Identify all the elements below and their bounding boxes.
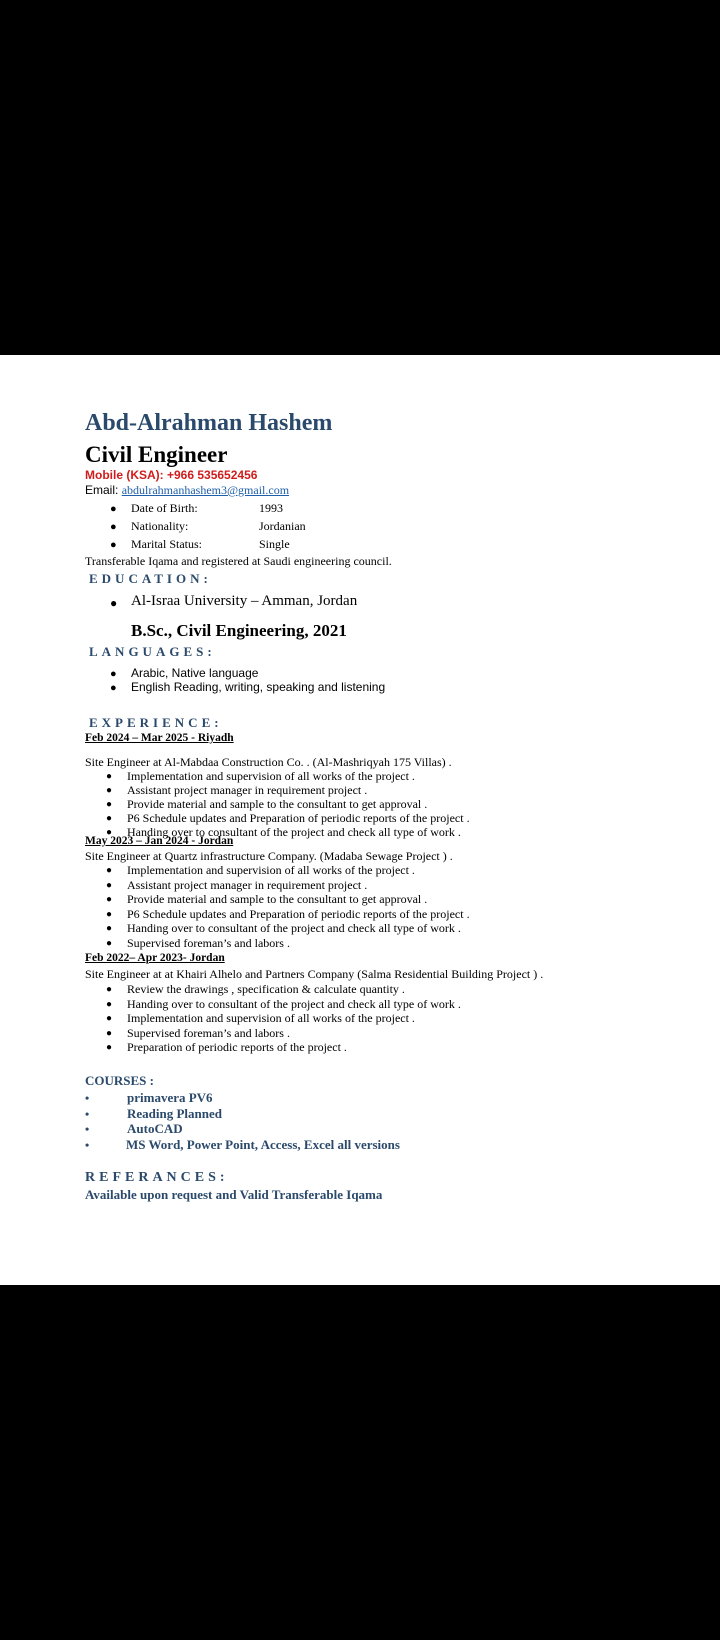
task-item: Implementation and supervision of all works of the project . [127, 769, 415, 783]
experience-heading: EXPERIENCE: [89, 715, 223, 730]
email-link[interactable]: abdulrahmanhashem3@gmail.com [121, 483, 290, 497]
education-heading: EDUCATION: [89, 571, 212, 586]
course-item: primavera PV6 [127, 1090, 213, 1105]
bullet-icon: ● [106, 984, 113, 995]
marital-value: Single [259, 537, 290, 551]
job-title: Civil Engineer [85, 442, 228, 467]
dob-value: 1993 [259, 501, 283, 515]
education-school: Al-Israa University – Amman, Jordan [131, 593, 358, 609]
languages-heading: LANGUAGES: [89, 644, 216, 659]
bullet-icon: ● [106, 923, 113, 934]
bullet-icon: ● [106, 1028, 113, 1039]
bullet-icon: ● [106, 785, 113, 796]
bullet-icon: ● [110, 596, 118, 610]
bullet-icon: ● [106, 938, 113, 949]
bullet-icon: ● [106, 894, 113, 905]
job-role: Site Engineer at Quartz infrastructure Company. (Madaba Sewage Project ) . [85, 849, 453, 863]
task-item: P6 Schedule updates and Preparation of periodic reports of the project . [127, 811, 470, 825]
task-item: Handing over to consultant of the project and check all type of work . [127, 825, 461, 839]
nationality-value: Jordanian [259, 519, 306, 533]
nationality-label: Nationality: [131, 519, 189, 533]
bullet-icon: ● [106, 909, 113, 920]
task-item: Review the drawings , specification & calculate quantity . [127, 982, 405, 996]
bullet-icon: ● [106, 827, 113, 838]
mobile-number: Mobile (KSA): +966 535652456 [85, 468, 258, 482]
references-heading: REFERANCES: [85, 1170, 229, 1185]
bullet-icon: ● [106, 813, 113, 824]
bullet-icon: ● [106, 1013, 113, 1024]
job-date: Feb 2022– Apr 2023- Jordan [85, 952, 225, 964]
bullet-icon: ● [106, 1042, 113, 1053]
task-item: Implementation and supervision of all works of the project . [127, 863, 415, 877]
language-item: Arabic, Native language [131, 666, 259, 680]
bullet-icon: • [85, 1122, 90, 1136]
course-item: MS Word, Power Point, Access, Excel all versions [126, 1137, 400, 1152]
task-item: Handing over to consultant of the project and check all type of work . [127, 921, 461, 935]
bullet-icon: ● [106, 999, 113, 1010]
course-item: Reading Planned [127, 1106, 222, 1121]
language-item: English Reading, writing, speaking and listening [131, 680, 386, 694]
bullet-icon: ● [110, 668, 117, 680]
marital-label: Marital Status: [131, 537, 202, 551]
iqama-note: Transferable Iqama and registered at Saudi engineering council. [85, 554, 392, 568]
email-label: Email: [85, 483, 119, 497]
task-item: Handing over to consultant of the project and check all type of work . [127, 997, 461, 1011]
bullet-icon: • [85, 1091, 90, 1105]
job-date: Feb 2024 – Mar 2025 - Riyadh [85, 732, 234, 744]
job-date: May 2023 – Jan 2024 - Jordan [85, 835, 234, 847]
task-item: Supervised foreman’s and labors . [127, 936, 290, 950]
education-degree: B.Sc., Civil Engineering, 2021 [131, 621, 347, 640]
task-item: Supervised foreman’s and labors . [127, 1026, 290, 1040]
bullet-icon: • [85, 1138, 90, 1152]
bullet-icon: ● [110, 503, 117, 515]
bullet-icon: ● [106, 771, 113, 782]
bullet-icon: ● [110, 539, 117, 551]
bullet-icon: ● [106, 880, 113, 891]
references-text: Available upon request and Valid Transferable Iqama [85, 1187, 383, 1202]
task-item: Assistant project manager in requirement project . [127, 783, 368, 797]
job-1-block [85, 755, 585, 839]
bullet-icon: ● [106, 799, 113, 810]
course-item: AutoCAD [127, 1121, 183, 1136]
bullet-icon: • [85, 1107, 90, 1121]
candidate-name: Abd-Alrahman Hashem [85, 410, 333, 436]
task-item: Assistant project manager in requirement project . [127, 878, 368, 892]
bullet-icon: ● [110, 682, 117, 694]
job-role: Site Engineer at Al-Mabdaa Construction Co. . (Al-Mashriqyah 175 Villas) . [85, 755, 452, 769]
dob-label: Date of Birth: [131, 501, 198, 515]
task-item: Preparation of periodic reports of the project . [127, 1040, 347, 1054]
job-role: Site Engineer at at Khairi Alhelo and Partners Company (Salma Residential Building Project ) . [85, 967, 544, 981]
bullet-icon: ● [106, 865, 113, 876]
resume-page [0, 355, 720, 1285]
task-item: Provide material and sample to the consultant to get approval . [127, 797, 428, 811]
task-item: Provide material and sample to the consultant to get approval . [127, 892, 428, 906]
task-item: Implementation and supervision of all works of the project . [127, 1011, 415, 1025]
courses-heading: COURSES : [85, 1073, 154, 1088]
email-row [85, 483, 289, 498]
task-item: P6 Schedule updates and Preparation of periodic reports of the project . [127, 907, 470, 921]
bullet-icon: ● [110, 521, 117, 533]
